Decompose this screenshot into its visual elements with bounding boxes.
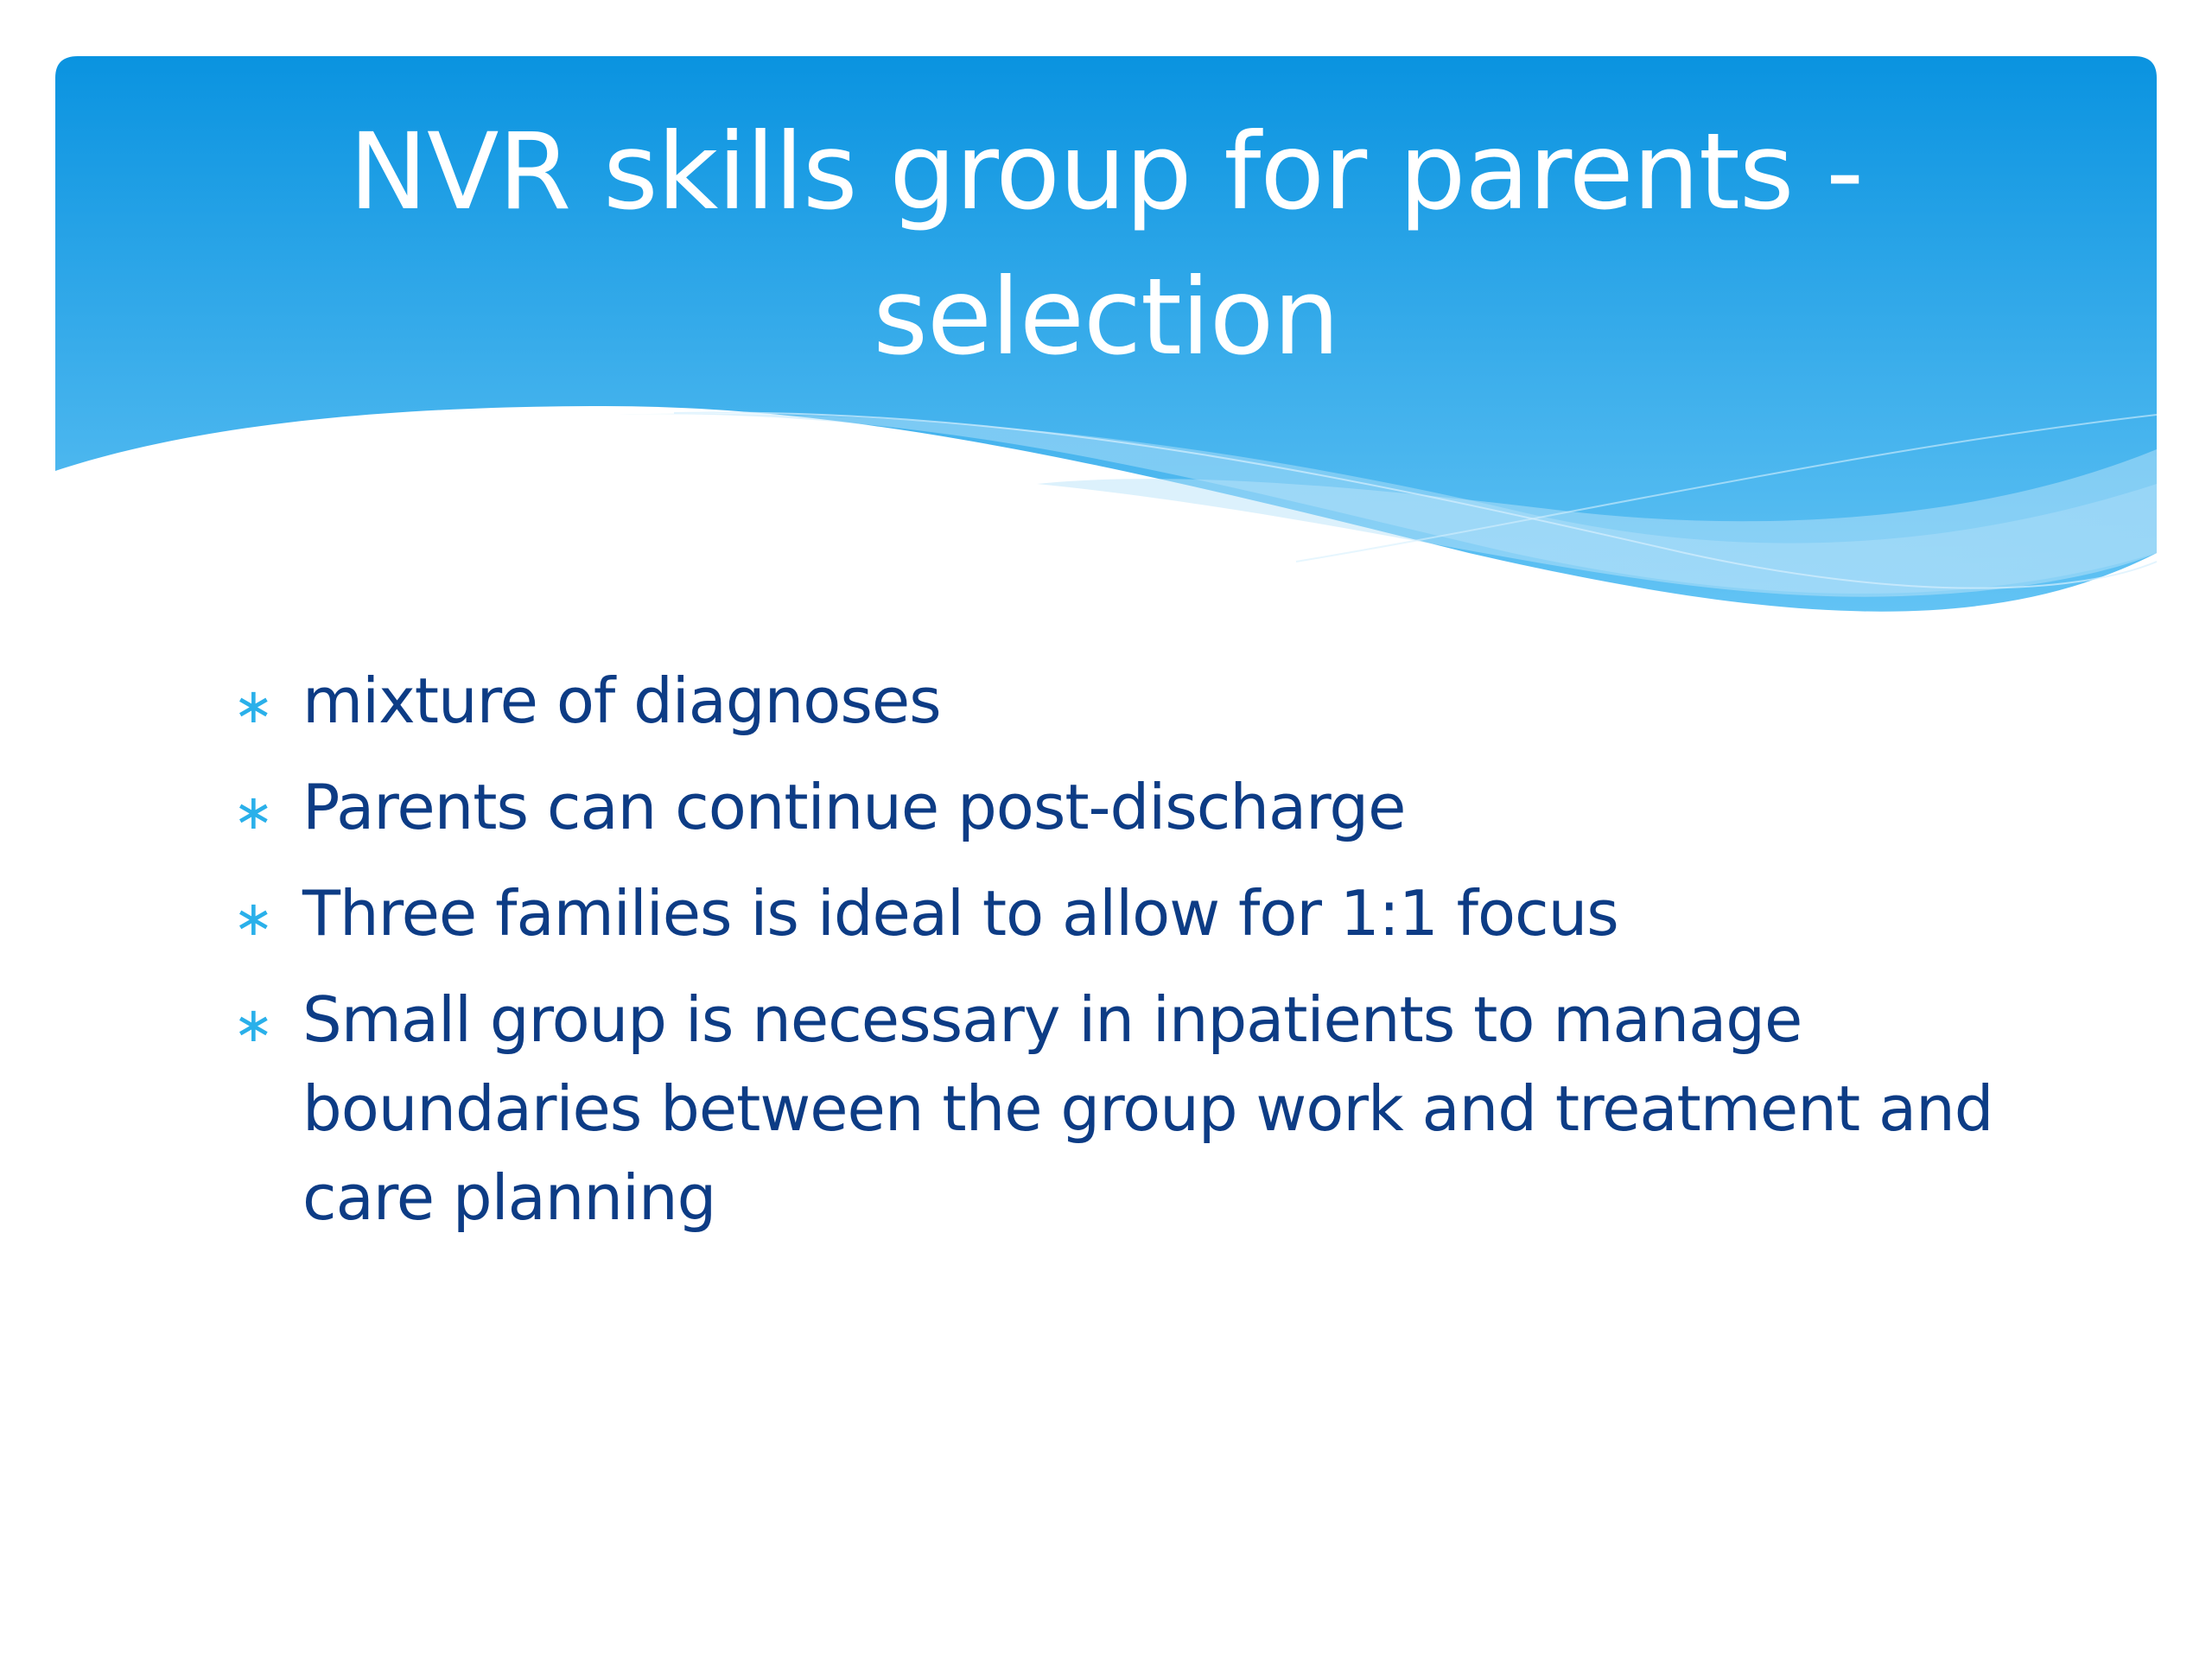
bullet-item (233, 657, 2005, 746)
bullet-item (233, 976, 2005, 1243)
bullet-text: Three families is ideal to allow for 1:1 focus (302, 877, 1618, 950)
bullet-text: Parents can continue post-discharge (302, 771, 1406, 843)
bullet-item (233, 869, 2005, 958)
asterisk-bullet-icon: ∗ (233, 997, 273, 1053)
bullet-text: mixture of diagnoses (302, 664, 941, 737)
bullet-text: Small group is necessary in inpatients to manage boundaries between the group work and treatment and care planning (302, 983, 1993, 1234)
asterisk-bullet-icon: ∗ (233, 678, 273, 734)
bullet-item (233, 763, 2005, 852)
asterisk-bullet-icon: ∗ (233, 891, 273, 947)
bullet-list (233, 657, 2005, 1260)
slide-title: NVR skills group for parents - selection (348, 111, 1864, 378)
asterisk-bullet-icon: ∗ (233, 785, 273, 841)
